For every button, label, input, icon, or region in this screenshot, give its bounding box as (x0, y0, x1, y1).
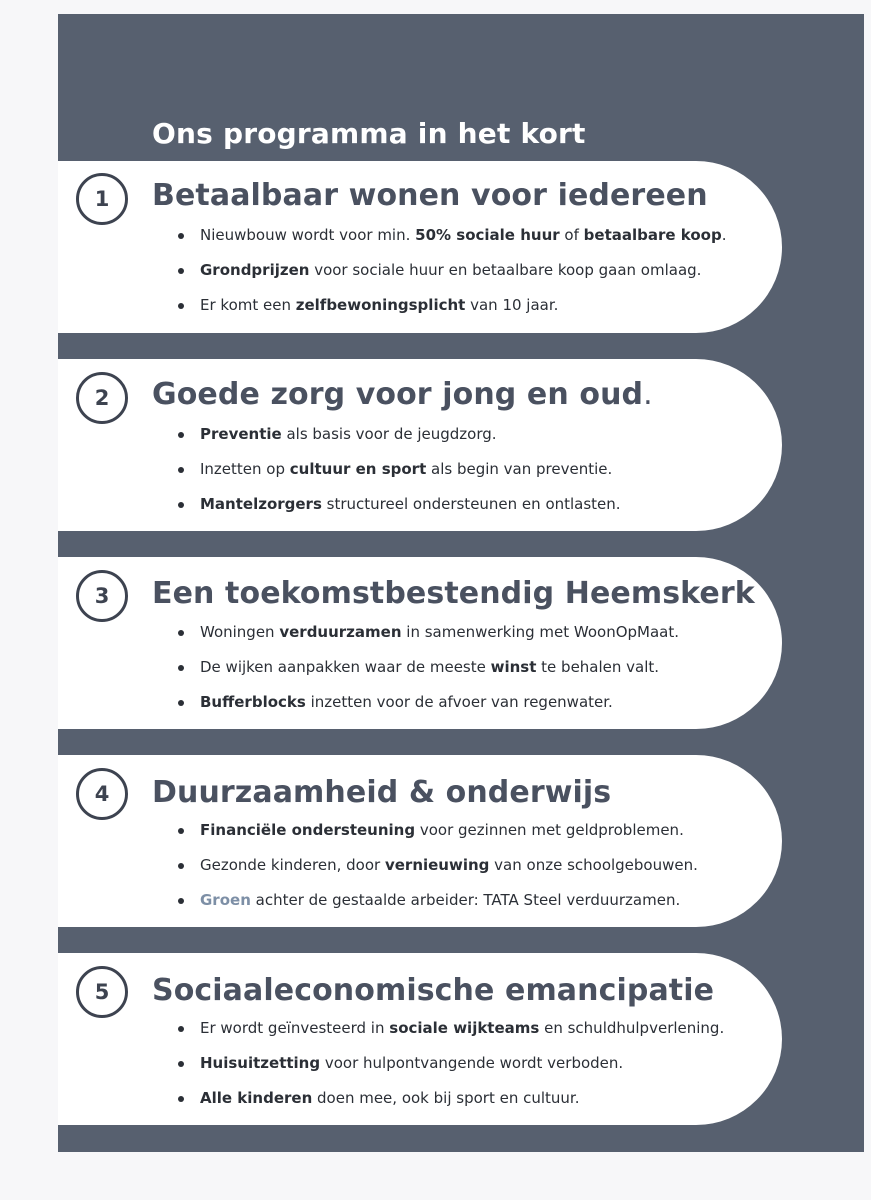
bullet-icon (178, 467, 184, 473)
bullet-icon (178, 303, 184, 309)
section-1-number-badge: 1 (76, 173, 128, 225)
list-item: Er wordt geïnvesteerd in sociale wijkteams en schuldhulpverlening. (178, 1011, 724, 1046)
section-3-title: Een toekomstbestendig Heemskerk (152, 576, 755, 611)
list-item: Mantelzorgers structureel ondersteunen en ontlasten. (178, 487, 621, 522)
list-item: Inzetten op cultuur en sport als begin van preventie. (178, 452, 621, 487)
section-3-number-badge: 3 (76, 570, 128, 622)
list-item: De wijken aanpakken waar de meeste winst te behalen valt. (178, 650, 679, 685)
list-item: Er komt een zelfbewoningsplicht van 10 jaar. (178, 288, 726, 323)
bullet-icon (178, 828, 184, 834)
section-3-bullets (178, 615, 679, 720)
list-item: Nieuwbouw wordt voor min. 50% sociale huur of betaalbare koop. (178, 218, 726, 253)
bullet-icon (178, 1026, 184, 1032)
bullet-icon (178, 630, 184, 636)
section-4-number-badge: 4 (76, 768, 128, 820)
list-item: Gezonde kinderen, door vernieuwing van onze schoolgebouwen. (178, 848, 698, 883)
bullet-icon (178, 502, 184, 508)
bullet-icon (178, 1096, 184, 1102)
bullet-icon (178, 432, 184, 438)
section-5-bullets (178, 1011, 724, 1116)
section-2-number-badge: 2 (76, 372, 128, 424)
bullet-icon (178, 665, 184, 671)
page-title: Ons programma in het kort (152, 117, 586, 150)
bullet-icon (178, 898, 184, 904)
list-item: Huisuitzetting voor hulpontvangende wordt verboden. (178, 1046, 724, 1081)
list-item: Woningen verduurzamen in samenwerking met WoonOpMaat. (178, 615, 679, 650)
section-4-bullets (178, 813, 698, 918)
list-item: Grondprijzen voor sociale huur en betaalbare koop gaan omlaag. (178, 253, 726, 288)
section-4-title: Duurzaamheid & onderwijs (152, 775, 612, 810)
list-item: Preventie als basis voor de jeugdzorg. (178, 417, 621, 452)
bullet-icon (178, 700, 184, 706)
bullet-icon (178, 1061, 184, 1067)
bullet-icon (178, 863, 184, 869)
bullet-icon (178, 268, 184, 274)
list-item: Bufferblocks inzetten voor de afvoer van regenwater. (178, 685, 679, 720)
section-1-bullets (178, 218, 726, 323)
list-item: Financiële ondersteuning voor gezinnen met geldproblemen. (178, 813, 698, 848)
list-item: Groen achter de gestaalde arbeider: TATA Steel verduurzamen. (178, 883, 698, 918)
section-1-title: Betaalbaar wonen voor iedereen (152, 178, 708, 213)
list-item: Alle kinderen doen mee, ook bij sport en cultuur. (178, 1081, 724, 1116)
bullet-icon (178, 233, 184, 239)
section-5-title: Sociaaleconomische emancipatie (152, 973, 715, 1008)
section-2-title: Goede zorg voor jong en oud. (152, 377, 653, 412)
section-5-number-badge: 5 (76, 966, 128, 1018)
section-2-bullets (178, 417, 621, 522)
